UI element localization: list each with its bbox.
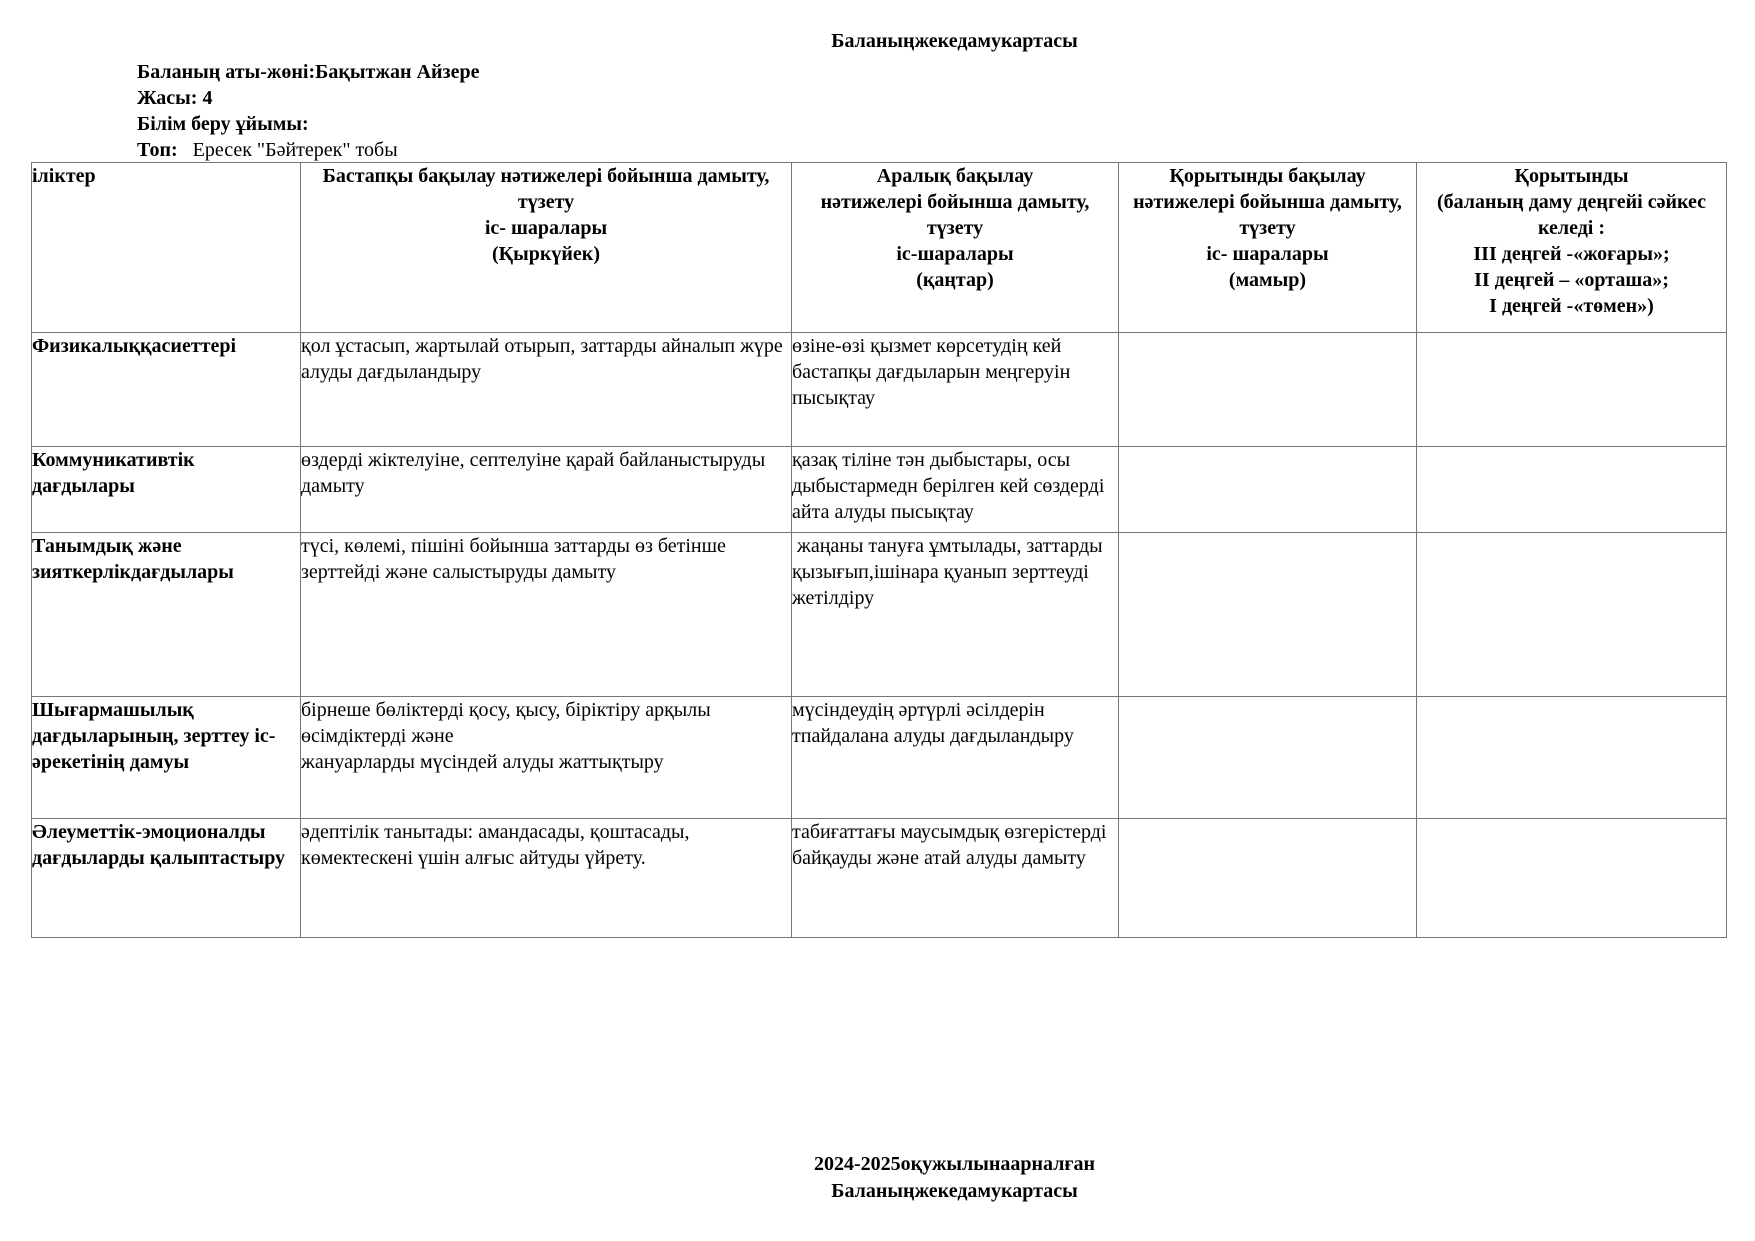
area-cell: Коммуникативтік дағдылары: [32, 447, 301, 533]
header-interim: [792, 163, 1119, 333]
table-row: [32, 447, 1727, 533]
header-initial-text: Бастапқы бақылау нәтижелері бойынша дамыту, түзету іс- шаралары (Қыркүйек): [322, 165, 770, 265]
education-org-label: Білім беру ұйымы:: [137, 113, 309, 135]
final-cell: [1119, 333, 1417, 447]
footer-year-line: 2024-2025оқужылынаарналған: [813, 1153, 1096, 1175]
header-final: [1119, 163, 1417, 333]
table-row: [32, 533, 1727, 697]
interim-cell: жаңаны тануға ұмтылады, заттарды қызығып,ішінара қуанып зерттеуді жетілдіру: [792, 533, 1119, 697]
header-final-text: Қорытынды бақылау нәтижелері бойынша дамыту, түзету іс- шаралары (мамыр): [1133, 165, 1402, 291]
initial-cell: түсі, көлемі, пішіні бойынша заттарды өз бетінше зерттейді және салыстыруды дамыту: [301, 533, 792, 697]
initial-cell: әдептілік танытады: амандасады, қоштасады, көмектескені үшін алғыс айтуды үйрету.: [301, 819, 792, 938]
initial-cell: өздерді жіктелуіне, септелуіне қарай байланыстыруды дамыту: [301, 447, 792, 533]
interim-cell: өзіне-өзі қызмет көрсетудің кей бастапқы дағдыларын меңгеруін пысықтау: [792, 333, 1119, 447]
header-initial: [301, 163, 792, 333]
conclusion-cell: [1417, 697, 1727, 819]
child-name-value: Бақытжан Айзере: [315, 61, 480, 83]
table-row: [32, 819, 1727, 938]
table-row: [32, 333, 1727, 447]
final-cell: [1119, 819, 1417, 938]
child-age-label: Жасы:: [137, 87, 198, 109]
final-cell: [1119, 533, 1417, 697]
footer-title: [0, 1151, 1755, 1205]
footer-card-title: Баланыңжекедамукартасы: [831, 1180, 1078, 1202]
area-cell: Физикалыққасиеттері: [32, 333, 301, 447]
conclusion-cell: [1417, 447, 1727, 533]
group-label: Топ:: [137, 139, 178, 161]
initial-cell: бірнеше бөліктерді қосу, қысу, біріктіру арқылы өсімдіктерді және жануарларды мүсіндей алуды жаттықтыру: [301, 697, 792, 819]
education-org-line: [137, 111, 309, 137]
child-age-line: [137, 85, 212, 111]
document-title: Баланыңжекедамукартасы: [831, 30, 1078, 52]
area-cell: Әлеуметтік-эмоционалды дағдыларды қалыптастыру: [32, 819, 301, 938]
header-interim-text: Аралық бақылау нәтижелері бойынша дамыту, түзету іс-шаралары (қаңтар): [820, 165, 1090, 291]
interim-cell: қазақ тіліне тән дыбыстары, осы дыбыстармедн берілген кей сөздерді айта алуды пысықтау: [792, 447, 1119, 533]
table-header-row: [32, 163, 1727, 333]
header-conclusion: [1417, 163, 1727, 333]
final-cell: [1119, 447, 1417, 533]
area-cell: Шығармашылық дағдыларының, зерттеу іс- әрекетінің дамуы: [32, 697, 301, 819]
header-areas: [32, 163, 301, 333]
interim-cell: табиғаттағы маусымдық өзгерістерді байқауды және атай алуды дамыту: [792, 819, 1119, 938]
group-line: [137, 137, 398, 163]
child-age-value: 4: [202, 87, 213, 109]
table-row: [32, 697, 1727, 819]
child-name-label: Баланың аты-жөні:: [137, 61, 316, 83]
initial-cell: қол ұстасып, жартылай отырып, заттарды айналып жүре алуды дағдыландыру: [301, 333, 792, 447]
conclusion-cell: [1417, 333, 1727, 447]
header-areas-text: іліктер: [32, 165, 96, 187]
interim-cell: мүсіндеудің әртүрлі әсілдерін тпайдалана алуды дағдыландыру: [792, 697, 1119, 819]
group-value: Ересек "Бәйтерек" тобы: [192, 139, 398, 161]
child-name-line: [137, 59, 479, 85]
conclusion-cell: [1417, 533, 1727, 697]
development-table: [31, 162, 1727, 938]
header-conclusion-text: Қорытынды (баланың даму деңгейі сәйкес келеді : ІІІ деңгей -«жоғары»; ІІ деңгей – «орташа»; І деңгей -«төмен»): [1436, 165, 1707, 317]
area-cell: Танымдық және зияткерлікдағдылары: [32, 533, 301, 697]
final-cell: [1119, 697, 1417, 819]
conclusion-cell: [1417, 819, 1727, 938]
